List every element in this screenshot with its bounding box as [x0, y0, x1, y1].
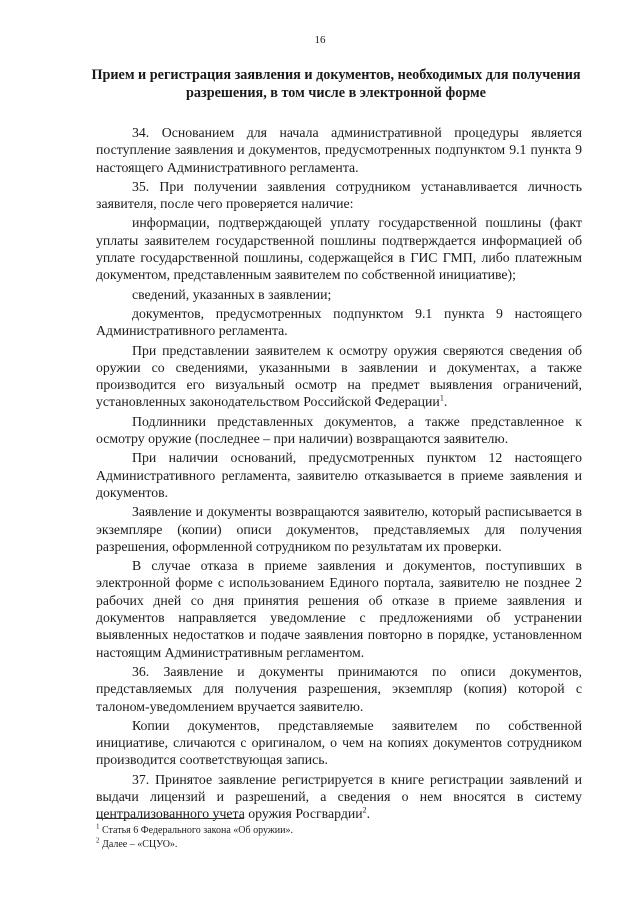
page-number: 16: [314, 34, 326, 46]
footnote-ref[interactable]: 1: [439, 393, 444, 403]
paragraph: Заявление и документы возвращаются заявителю, который расписывается в экземпляре (копии) описи документов, представляемых для получения разрешения, оформленной сотрудником по результатам их проверки.: [96, 504, 582, 554]
paragraph: 35. При получении заявления сотрудником устанавливается личность заявителя, после чего проверяется наличие:: [96, 178, 582, 212]
footnote: $^2$ Далее – «СЦУО».: [96, 836, 178, 850]
footnote-ref[interactable]: 2: [362, 805, 367, 815]
section-heading: Прием и регистрация заявления и документов, необходимых для получения разрешения, в том числе в электронной форме: [91, 67, 581, 101]
paragraph: При наличии оснований, предусмотренных пунктом 12 настоящего Административного регламента, заявителю отказывается в приеме заявления и документов.: [96, 450, 582, 500]
body-text: [96, 124, 582, 825]
footnote: $^1$ Статья 6 Федерального закона «Об оружии».: [96, 822, 293, 836]
paragraph: 36. Заявление и документы принимаются по описи документов, представляемых для получения разрешения, экземпляр (копия) которой с талоном-уведомлением вручается заявителю.: [96, 663, 582, 714]
paragraph: сведений, указанных в заявлении;: [132, 286, 332, 302]
paragraph: 34. Основанием для начала административной процедуры является поступление заявления и документов, предусмотренных подпунктом 9.1 пункта 9 настоящего Административного регламента.: [96, 125, 582, 175]
footnote-divider: [96, 818, 244, 819]
footnotes: [96, 824, 582, 852]
paragraph: Подлинники представленных документов, а также представленное к осмотру оружие (последнее – при наличии) возвращаются заявителю.: [96, 413, 582, 447]
paragraph: информации, подтверждающей уплату государственной пошлины (факт уплаты заявителем государственной пошлины подтверждается информацией об уплате государственной пошлины, содержащейся в ГИС ГМП, либо платежным документом, представленным заявителем по собственной инициативе);: [96, 215, 582, 283]
paragraph: Копии документов, представляемые заявителем по собственной инициативе, сличаются с оригиналом, о чем на копиях документов сотрудником производится соответствующая запись.: [96, 717, 582, 768]
paragraph: 37. Принятое заявление регистрируется в книге регистрации заявлений и выдачи лицензий и разрешений, а сведения о нем вносятся в систему централизованного учета оружия Росгвардии$^2$.: [96, 771, 582, 822]
paragraph: В случае отказа в приеме заявления и документов, поступивших в электронной форме с использованием Единого портала, заявителю не позднее 2 рабочих дней со дня принятия решения об отказе в приеме заявления и документов направляется уведомление с предложениями об устранении выявленных недостатков и подаче заявления повторно в порядке, установленном настоящим Административным регламентом.: [96, 558, 582, 660]
paragraph: документов, предусмотренных подпунктом 9.1 пункта 9 настоящего Административного регламента.: [96, 305, 582, 339]
paragraph: При представлении заявителем к осмотру оружия сверяются сведения об оружии со сведениями, указанными в заявлении и документах, а также производится его визуальный осмотр на предмет выявления ограничений, установленных законодательством Российской Федерации$^1$.: [96, 342, 582, 410]
